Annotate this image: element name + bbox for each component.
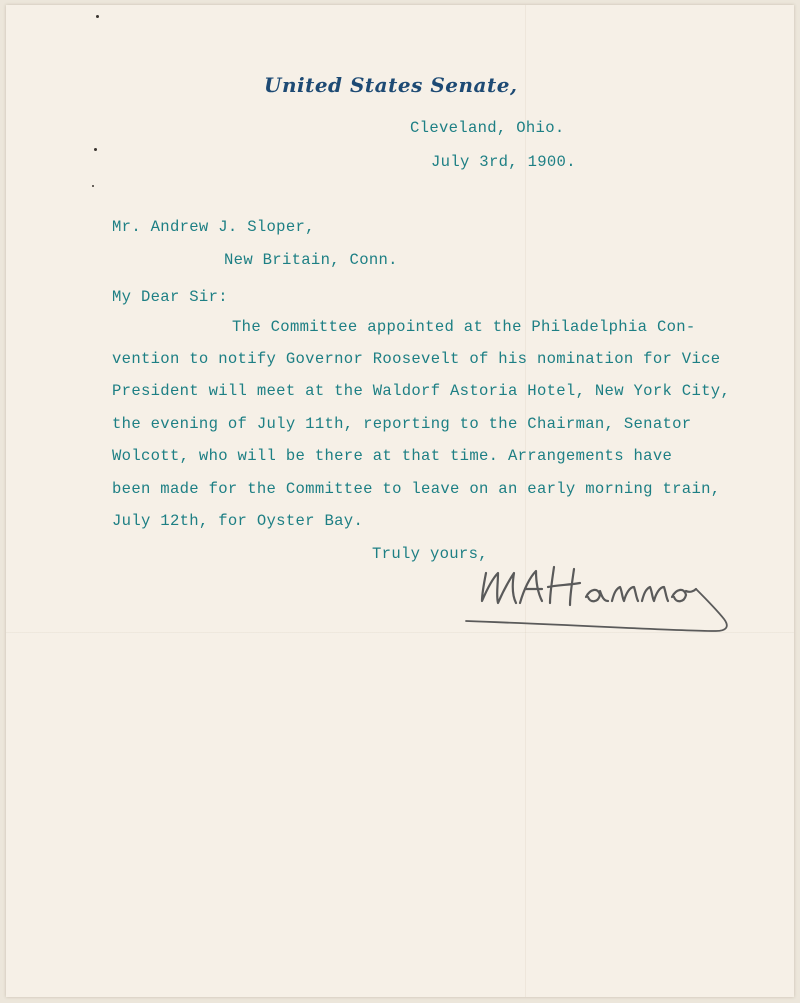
salutation: My Dear Sir: (112, 288, 228, 306)
letter-page (6, 5, 794, 997)
recipient-location: New Britain, Conn. (224, 251, 398, 269)
closing-line: Truly yours, (372, 545, 488, 563)
body-line: the evening of July 11th, reporting to the Chairman, Senator (112, 415, 692, 433)
body-line: Wolcott, who will be there at that time. Arrangements have (112, 447, 673, 465)
body-line: President will meet at the Waldorf Astoria Hotel, New York City, (112, 382, 731, 400)
body-line: been made for the Committee to leave on an early morning train, (112, 480, 721, 498)
speck-mark (94, 148, 97, 151)
body-line: The Committee appointed at the Philadelphia Con- (232, 318, 696, 336)
recipient-name: Mr. Andrew J. Sloper, (112, 218, 315, 236)
body-line: July 12th, for Oyster Bay. (112, 512, 364, 530)
place-line: Cleveland, Ohio. (410, 119, 565, 137)
date-line: July 3rd, 1900. (431, 153, 576, 171)
body-line: vention to notify Governor Roosevelt of his nomination for Vice (112, 350, 721, 368)
speck-mark (96, 15, 99, 18)
handwritten-signature (458, 557, 748, 647)
speck-mark (92, 185, 94, 187)
letterhead-title: United States Senate, (264, 73, 518, 97)
